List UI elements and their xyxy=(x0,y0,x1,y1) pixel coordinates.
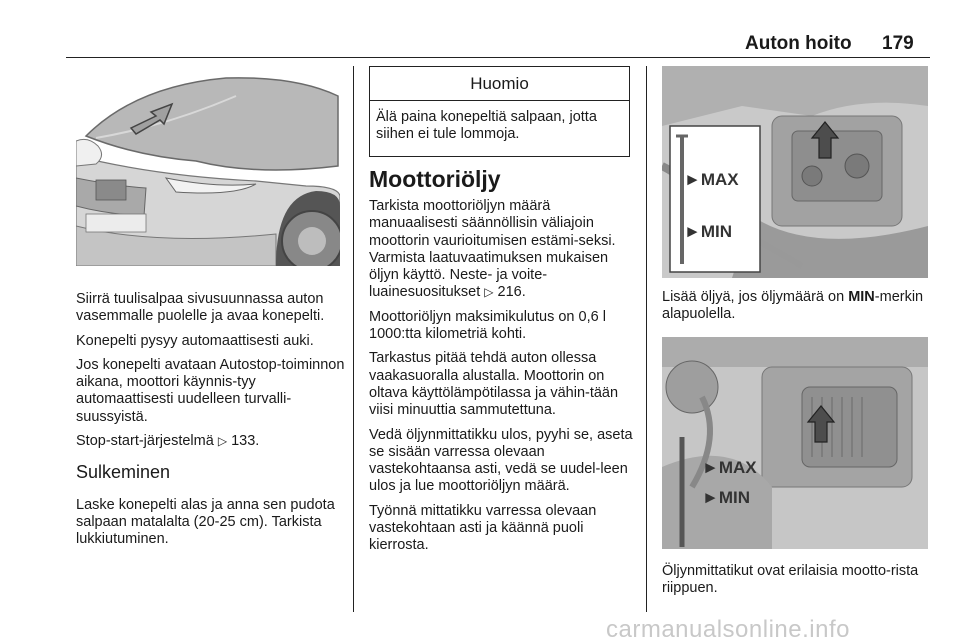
col2-paragraph-1 xyxy=(369,198,639,302)
oil-check-text: Tarkista moottoriöljyn määrä manuaalisesti säännöllisin väliajoin moottorin vaurioitumisen estämi-seksi. Varmista laatuvaatimuksen mukaisen öljyn käyttö. Neste- ja voite-luainesuositukset xyxy=(369,198,616,301)
page-number: 179 xyxy=(882,33,914,54)
dipstick-2-min-label: ►MIN xyxy=(702,488,750,507)
page-reference-icon: ▷ xyxy=(217,434,228,449)
column-2 xyxy=(369,166,639,562)
col2-paragraph-2: Moottoriöljyn maksimikulutus on 0,6 l 1000:tta kilometriä kohti. xyxy=(369,308,606,343)
notice-box xyxy=(369,66,630,157)
column-3-caption-2 xyxy=(662,563,930,605)
engine-bay-illustration-1 xyxy=(662,66,928,278)
column-divider-2 xyxy=(646,66,647,612)
hood-opening-illustration xyxy=(76,66,340,266)
dipstick-variation-caption: Öljynmittatikut ovat erilaisia mootto-rista riippuen. xyxy=(662,563,919,597)
notice-text: Älä paina konepeltiä salpaan, jotta siihen ei tule lommoja. xyxy=(376,109,597,143)
dipstick-1-max-label: ►MAX xyxy=(684,170,739,189)
col2-paragraph-3: Tarkastus pitää tehdä auton ollessa vaakasuoralla alustalla. Moottorin on oltava käyttölämpötilassa ja vähin-tään viisi minuuttia sammutettuna. xyxy=(369,350,619,419)
column-3-caption-1 xyxy=(662,289,930,331)
col1-paragraph-2: Konepelti pysyy automaattisesti auki. xyxy=(76,332,314,349)
section-title: Auton hoito xyxy=(745,33,852,54)
add-oil-caption-suffix: -merkin alapuolella. xyxy=(662,289,924,323)
col1-paragraph-3: Jos konepelti avataan Autostop-toiminnon aikana, moottori käynnis-tyy automaattisesti uudelleen turvalli-suussyistä. xyxy=(76,356,345,425)
page-reference-icon: ▷ xyxy=(484,285,494,300)
add-oil-caption-text: Lisää öljyä, jos öljymäärä on xyxy=(662,289,845,305)
dipstick-1-min-label: ►MIN xyxy=(684,222,732,241)
stop-start-reference-text: Stop-start-järjestelmä xyxy=(76,433,214,450)
col2-paragraph-5: Työnnä mittatikku varressa olevaan vastekohtaan asti ja käännä puoli kierrosta. xyxy=(369,502,597,554)
closing-subheading: Sulkeminen xyxy=(76,462,171,483)
dipstick-2-max-label: ►MAX xyxy=(702,458,757,477)
col1-paragraph-1: Siirrä tuulisalpaa sivusuunnassa auton vasemmalle puolelle ja avaa konepelti. xyxy=(76,291,325,325)
col1-paragraph-5: Laske konepelti alas ja anna sen pudota salpaan matalalta (20-25 cm). Tarkista lukkiutuminen. xyxy=(76,496,335,548)
col1-paragraph-4 xyxy=(76,433,346,450)
engine-bay-illustration-2 xyxy=(662,337,928,549)
add-oil-caption xyxy=(662,289,930,324)
fluids-reference-page[interactable]: 216. xyxy=(497,284,526,301)
watermark: carmanualsonline.info xyxy=(606,616,850,643)
stop-start-reference-page[interactable]: 133. xyxy=(231,433,260,450)
notice-title: Huomio xyxy=(370,67,629,101)
column-1 xyxy=(76,291,346,556)
col2-paragraph-4: Vedä öljynmittatikku ulos, pyyhi se, aseta se sisään varressa olevaan vastekohtaansa asti, vedä se uudel-leen ulos ja lue moottoriöljyn määrä. xyxy=(369,426,633,495)
min-mark-label: MIN xyxy=(848,289,875,305)
column-divider-1 xyxy=(353,66,354,612)
header-rule xyxy=(66,57,930,58)
engine-oil-heading: Moottoriöljy xyxy=(369,166,501,192)
